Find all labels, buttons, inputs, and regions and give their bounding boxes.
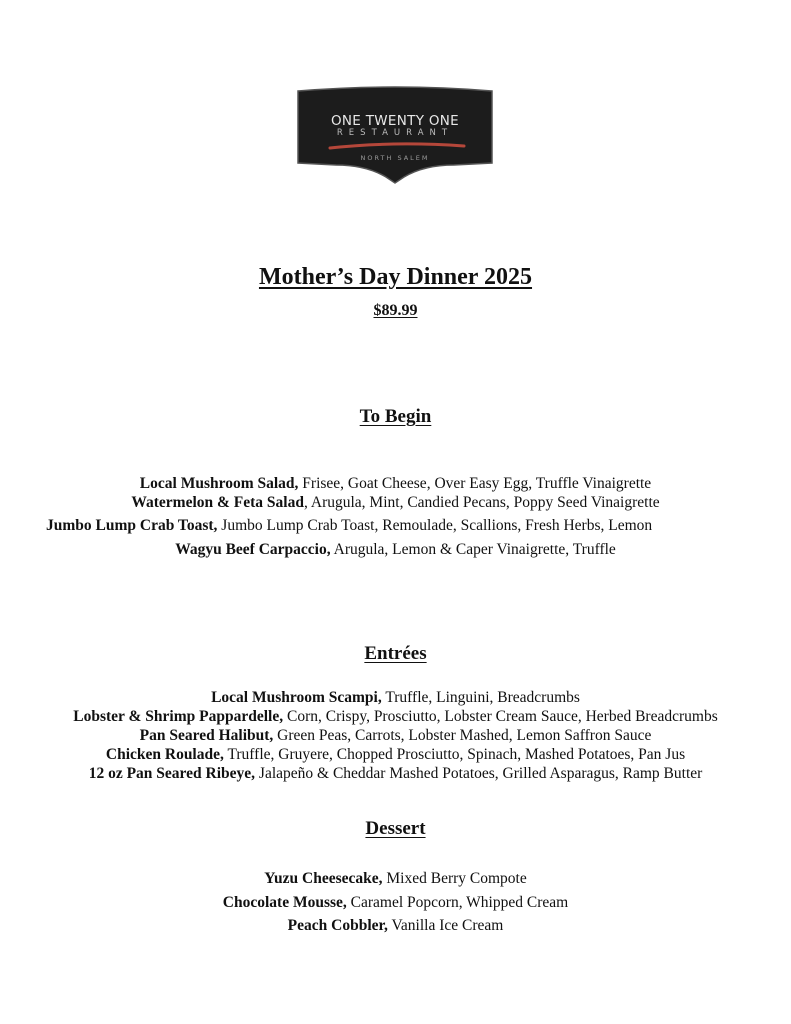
- item-name: Jumbo Lump Crab Toast,: [46, 517, 218, 534]
- item-name: Chocolate Mousse,: [222, 894, 347, 911]
- item-name: Local Mushroom Salad,: [139, 475, 299, 492]
- item-description: Vanilla Ice Cream: [387, 917, 504, 934]
- item-description: Frisee, Goat Cheese, Over Easy Egg, Truffle Vinaigrette: [298, 475, 652, 492]
- menu-item: [46, 516, 652, 535]
- item-description: Caramel Popcorn, Whipped Cream: [346, 894, 569, 911]
- menu-item: [0, 493, 791, 512]
- item-name: Peach Cobbler,: [287, 917, 388, 934]
- menu-item: [0, 688, 791, 707]
- item-description: Arugula, Lemon & Caper Vinaigrette, Truffle: [330, 541, 616, 558]
- item-description: Truffle, Linguini, Breadcrumbs: [381, 689, 580, 706]
- item-description: Jumbo Lump Crab Toast, Remoulade, Scallions, Fresh Herbs, Lemon: [217, 517, 653, 534]
- item-description: Jalapeño & Cheddar Mashed Potatoes, Grilled Asparagus, Ramp Butter: [255, 765, 703, 782]
- item-description: Green Peas, Carrots, Lobster Mashed, Lemon Saffron Sauce: [273, 727, 652, 744]
- item-description: Truffle, Gruyere, Chopped Prosciutto, Spinach, Mashed Potatoes, Pan Jus: [223, 746, 686, 763]
- item-name: Pan Seared Halibut,: [139, 727, 274, 744]
- menu-item: [0, 869, 791, 888]
- item-name: Lobster & Shrimp Pappardelle,: [73, 708, 284, 725]
- menu-item: [0, 540, 791, 559]
- menu-title: Mother’s Day Dinner 2025: [258, 264, 533, 290]
- section-heading-dessert: Dessert: [365, 818, 426, 839]
- logo-subtitle: RESTAURANT: [336, 128, 454, 138]
- item-name: Local Mushroom Scampi,: [211, 689, 382, 706]
- logo-location: NORTH SALEM: [360, 154, 430, 162]
- menu-item: [0, 916, 791, 935]
- menu-item: [0, 893, 791, 912]
- section-heading-entrees: Entrées: [364, 643, 427, 664]
- menu-item: [0, 726, 791, 745]
- item-description: , Arugula, Mint, Candied Pecans, Poppy Seed Vinaigrette: [303, 494, 660, 511]
- menu-item: [0, 745, 791, 764]
- logo-badge: [294, 85, 496, 185]
- menu-item: [0, 474, 791, 493]
- item-name: Chicken Roulade,: [105, 746, 224, 763]
- item-name: Watermelon & Feta Salad: [131, 494, 304, 511]
- item-name: Yuzu Cheesecake,: [264, 870, 383, 887]
- item-description: Mixed Berry Compote: [382, 870, 527, 887]
- menu-item: [0, 707, 791, 726]
- section-heading-to-begin: To Begin: [359, 406, 432, 427]
- item-name: 12 oz Pan Seared Ribeye,: [88, 765, 256, 782]
- item-description: Corn, Crispy, Prosciutto, Lobster Cream Sauce, Herbed Breadcrumbs: [283, 708, 718, 725]
- logo-name: ONE TWENTY ONE: [330, 113, 460, 129]
- menu-item: [0, 764, 791, 783]
- item-name: Wagyu Beef Carpaccio,: [175, 541, 331, 558]
- restaurant-logo: [294, 85, 496, 185]
- menu-price: $89.99: [373, 302, 418, 319]
